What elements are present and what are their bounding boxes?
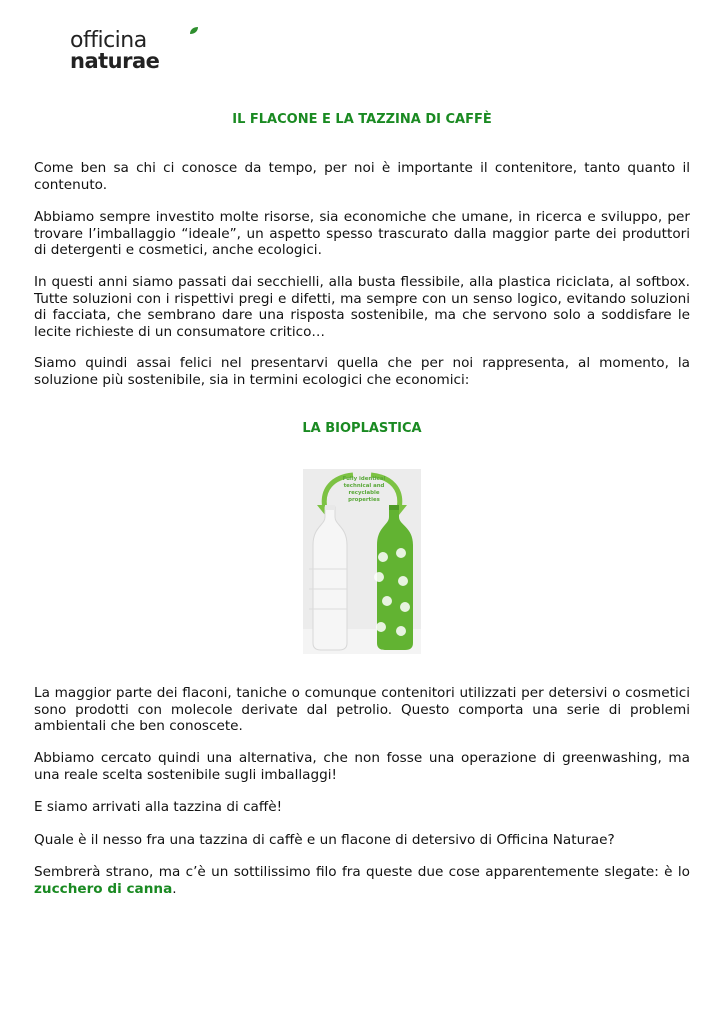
bioplastic-bottles-image: [303, 469, 421, 654]
final-period: .: [172, 880, 177, 897]
logo-line-2: naturae: [70, 49, 160, 73]
brand-logo: [70, 26, 190, 76]
highlight-sugar-cane: zucchero di canna: [34, 880, 173, 897]
logo-line-1: officina: [70, 28, 147, 53]
paragraph: Come ben sa chi ci conosce da tempo, per noi è importante il contenitore, tanto quanto il contenuto.: [34, 160, 690, 193]
section-heading: LA BIOPLASTICA: [302, 421, 422, 436]
paragraph: Siamo quindi assai felici nel presentarvi quella che per noi rappresenta, al momento, la soluzione più sostenibile, sia in termini ecologici che economici:: [34, 355, 690, 388]
leaf-icon: [189, 26, 199, 36]
paragraph: In questi anni siamo passati dai secchielli, alla busta flessibile, alla plastica riciclata, al softbox. Tutte soluzioni con i rispettivi pregi e difetti, ma sempre con un senso logico, evitando soluzioni di facciata, che sembrano dare una risposta sostenibile, ma che servono solo a soddisfare le lecite richieste di un consumatore critico…: [34, 274, 690, 340]
paragraph-final: [34, 864, 690, 897]
paragraph: La maggior parte dei flaconi, taniche o comunque contenitori utilizzati per detersivi o cosmetici sono prodotti con molecole derivate dal petrolio. Questo comporta una serie di problemi ambientali che ben conoscete.: [34, 685, 690, 734]
paragraph: Quale è il nesso fra una tazzina di caffè e un flacone di detersivo di Officina Naturae?: [34, 832, 615, 848]
paragraph: Abbiamo sempre investito molte risorse, sia economiche che umane, in ricerca e sviluppo, per trovare l’imballaggio “ideale”, un aspetto spesso trascurato dalla maggior parte dei produttori di detergenti e cosmetici, anche ecologici.: [34, 209, 690, 258]
page-title: IL FLACONE E LA TAZZINA DI CAFFÈ: [232, 112, 492, 127]
paragraph: E siamo arrivati alla tazzina di caffè!: [34, 799, 283, 815]
paragraph: Abbiamo cercato quindi una alternativa, che non fosse una operazione di greenwashing, ma una reale scelta sostenibile sugli imballaggi!: [34, 750, 690, 783]
figure-caption: Fully identical technical and recyclable properties: [342, 476, 386, 503]
final-text: Sembrerà strano, ma c’è un sottilissimo filo fra queste due cose apparentemente slegate: è lo: [34, 864, 690, 880]
